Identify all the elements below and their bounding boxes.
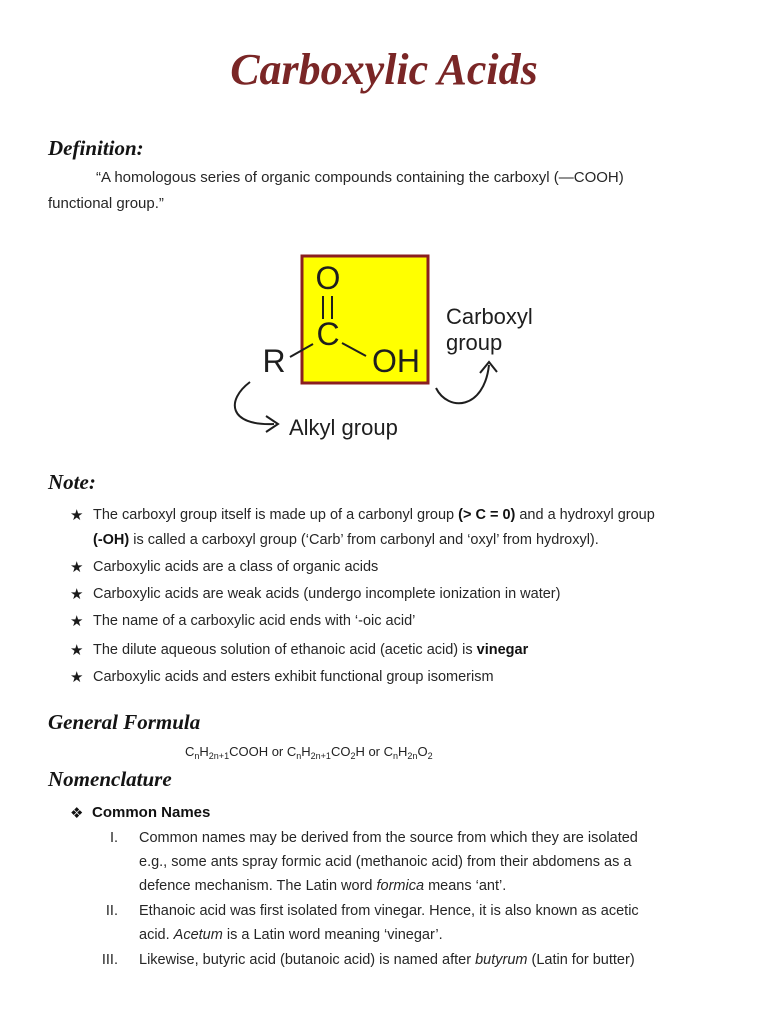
- formula-subscript: 2n: [407, 751, 418, 761]
- note-item-1-line-2: [93, 531, 599, 549]
- nomenclature-item-2-line-2: [139, 926, 443, 944]
- nomenclature-item-1-line-1: Common names may be derived from the source from which they are isolated: [139, 830, 638, 846]
- formula-part: C: [185, 744, 195, 759]
- formula-subscript: 2n+1: [310, 751, 331, 761]
- nomenclature-item-3-line-1: [139, 951, 635, 969]
- nomenclature-item-1-line-2: e.g., some ants spray formic acid (methanoic acid) from their abdomens as a: [139, 854, 632, 870]
- latin-term: butyrum: [475, 952, 528, 968]
- formula-subscript: 2: [350, 751, 356, 761]
- note-text: and a hydroxyl group: [515, 507, 655, 523]
- oxygen-atom: O: [315, 260, 341, 296]
- definition-heading: Definition:: [48, 136, 144, 160]
- carboxyl-label-line-2: group: [446, 330, 503, 355]
- nomenclature-text: (Latin for butter): [527, 952, 635, 968]
- nomenclature-text: Likewise, butyric acid (butanoic acid) is named after: [139, 952, 476, 968]
- page-title: Carboxylic Acids: [230, 45, 538, 94]
- definition-quote-line-1: “A homologous series of organic compounds containing the carboxyl (—COOH): [96, 169, 624, 186]
- general-formula: [185, 743, 433, 761]
- latin-term: formica: [376, 878, 425, 894]
- note-item-3: Carboxylic acids are weak acids (undergo incomplete ionization in water): [93, 586, 561, 602]
- star-bullet-icon: ★: [70, 668, 84, 686]
- star-bullet-icon: ★: [70, 506, 84, 524]
- star-bullet-icon: ★: [70, 585, 84, 603]
- roman-numeral-2: II.: [105, 903, 118, 919]
- note-item-4: The name of a carboxylic acid ends with ‘-oic acid’: [93, 613, 416, 629]
- carboxyl-label-line-1: Carboxyl: [446, 304, 533, 329]
- formula-part: CO: [330, 744, 351, 759]
- nomenclature-item-2-line-1: Ethanoic acid was first isolated from vinegar. Hence, it is also known as acetic: [139, 903, 639, 919]
- nomenclature-heading: Nomenclature: [48, 767, 172, 791]
- note-text: The dilute aqueous solution of ethanoic acid (acetic acid) is: [93, 642, 477, 658]
- formula-part: O: [417, 744, 428, 759]
- formula-subscript: n: [393, 751, 399, 761]
- hydroxyl-oh-atom: OH: [372, 343, 420, 379]
- alkyl-group-label: Alkyl group: [289, 415, 398, 440]
- nomenclature-text: acid.: [139, 927, 174, 943]
- formula-part: H: [398, 744, 408, 759]
- note-item-2: Carboxylic acids are a class of organic acids: [93, 559, 379, 575]
- nomenclature-text: defence mechanism. The Latin word: [139, 878, 377, 894]
- carbonyl-notation: (> C = 0): [458, 507, 516, 523]
- note-item-5: [93, 641, 528, 659]
- star-bullet-icon: ★: [70, 558, 84, 576]
- formula-subscript: 2n+1: [208, 751, 230, 761]
- formula-subscript: 2: [427, 751, 433, 761]
- roman-numeral-3: III.: [101, 952, 118, 968]
- hydroxyl-notation: (-OH): [93, 532, 130, 548]
- formula-subscript: n: [194, 751, 200, 761]
- formula-part: COOH or C: [229, 744, 297, 759]
- formula-part: H: [199, 744, 209, 759]
- common-names-subheading: Common Names: [92, 804, 211, 821]
- star-bullet-icon: ★: [70, 641, 84, 659]
- alkyl-r-atom: R: [262, 343, 286, 379]
- latin-term: Acetum: [173, 927, 223, 943]
- roman-numeral-1: I.: [109, 830, 118, 846]
- note-item-6: Carboxylic acids and esters exhibit functional group isomerism: [93, 669, 494, 685]
- general-formula-heading: General Formula: [48, 710, 201, 734]
- star-bullet-icon: ★: [70, 612, 84, 630]
- definition-quote-line-2: functional group.”: [48, 195, 164, 212]
- carbon-atom: C: [316, 316, 340, 352]
- formula-part: H: [301, 744, 311, 759]
- carboxylic-acid-structure-diagram: [0, 240, 768, 470]
- nomenclature-item-1-line-3: [139, 877, 506, 895]
- nomenclature-text: means ‘ant’.: [424, 878, 507, 894]
- formula-subscript: n: [296, 751, 302, 761]
- note-text: The carboxyl group itself is made up of a carbonyl group: [93, 507, 459, 523]
- formula-part: H or C: [355, 744, 394, 759]
- note-heading: Note:: [48, 470, 96, 494]
- note-item-1-line-1: [93, 506, 655, 524]
- vinegar-term: vinegar: [476, 642, 529, 658]
- diamond-bullet-icon: ❖: [70, 804, 84, 822]
- note-text: is called a carboxyl group (‘Carb’ from carbonyl and ‘oxyl’ from hydroxyl).: [129, 532, 599, 548]
- nomenclature-text: is a Latin word meaning ‘vinegar’.: [222, 927, 443, 943]
